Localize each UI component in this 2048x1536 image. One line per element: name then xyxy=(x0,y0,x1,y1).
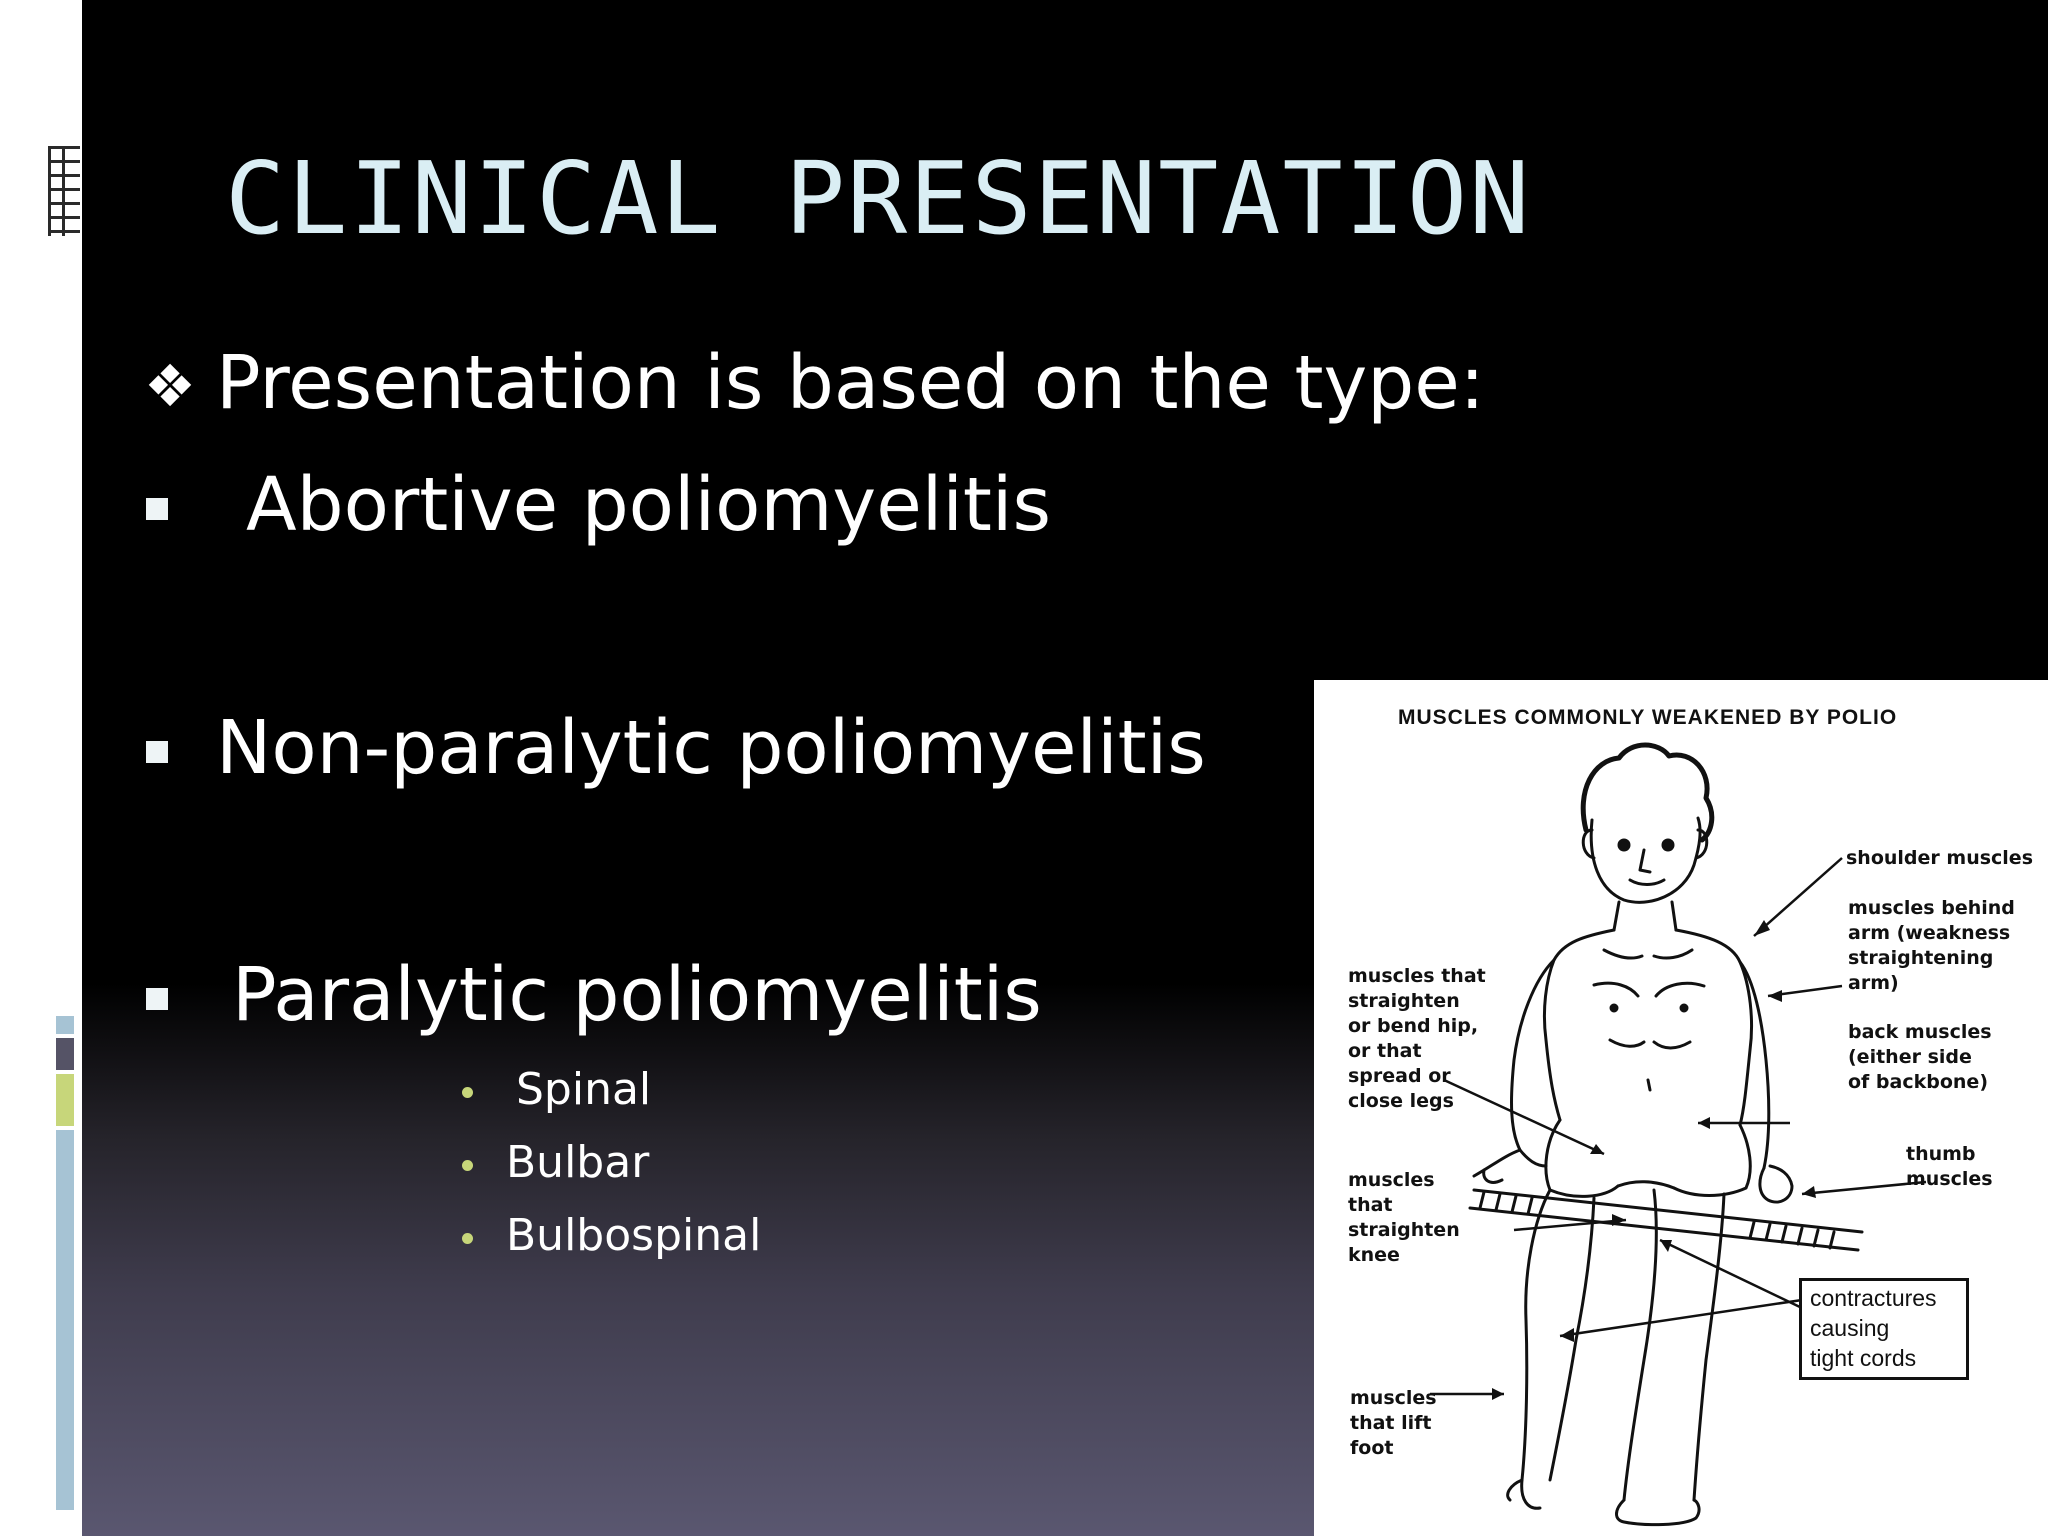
label-shoulder-muscles: shoulder muscles xyxy=(1846,847,2034,869)
accent-bar-3 xyxy=(56,1074,74,1126)
label-behind-arm: muscles behind arm (weakness straightening arm) xyxy=(1848,897,2015,994)
intro-text: Presentation is based on the type: xyxy=(216,340,1485,426)
square-bullet-icon xyxy=(146,741,168,763)
figure-title: MUSCLES COMMONLY WEAKENED BY POLIO xyxy=(1398,706,1898,729)
label-knee-muscles: muscles that straighten knee xyxy=(1348,1169,1460,1266)
square-bullet-icon xyxy=(146,498,168,520)
label-contractures: contractures causing tight cords xyxy=(1810,1285,1937,1371)
subtype-bulbar: Bulbar xyxy=(506,1137,650,1188)
accent-bar-4 xyxy=(56,1130,74,1510)
contractures-callout xyxy=(1799,1278,1969,1380)
subtype-bulbospinal: Bulbospinal xyxy=(506,1210,762,1261)
label-foot-muscles: muscles that lift foot xyxy=(1350,1387,1437,1459)
slide-title: CLINICAL PRESENTATION xyxy=(225,140,1532,257)
type-paralytic: Paralytic poliomyelitis xyxy=(232,952,1042,1038)
square-bullet-icon xyxy=(146,988,168,1010)
title-accent-lines xyxy=(48,146,80,236)
label-thumb-muscles: thumb muscles xyxy=(1906,1143,1993,1190)
sub-bullet-icon xyxy=(462,1233,473,1244)
accent-bar-2 xyxy=(56,1038,74,1070)
diamond-bullet-icon: ❖ xyxy=(144,354,196,419)
sub-bullet-icon xyxy=(462,1087,473,1098)
left-decoration-strip xyxy=(0,0,82,1536)
accent-bar-1 xyxy=(56,1016,74,1034)
label-hip-muscles: muscles that straighten or bend hip, or that spread or close legs xyxy=(1348,965,1486,1112)
subtype-spinal: Spinal xyxy=(516,1064,652,1115)
type-abortive: Abortive poliomyelitis xyxy=(246,462,1052,548)
label-back-muscles: back muscles (either side of backbone) xyxy=(1848,1021,1992,1093)
polio-muscles-figure xyxy=(1314,680,2048,1536)
type-non-paralytic: Non-paralytic poliomyelitis xyxy=(216,705,1206,791)
sub-bullet-icon xyxy=(462,1160,473,1171)
